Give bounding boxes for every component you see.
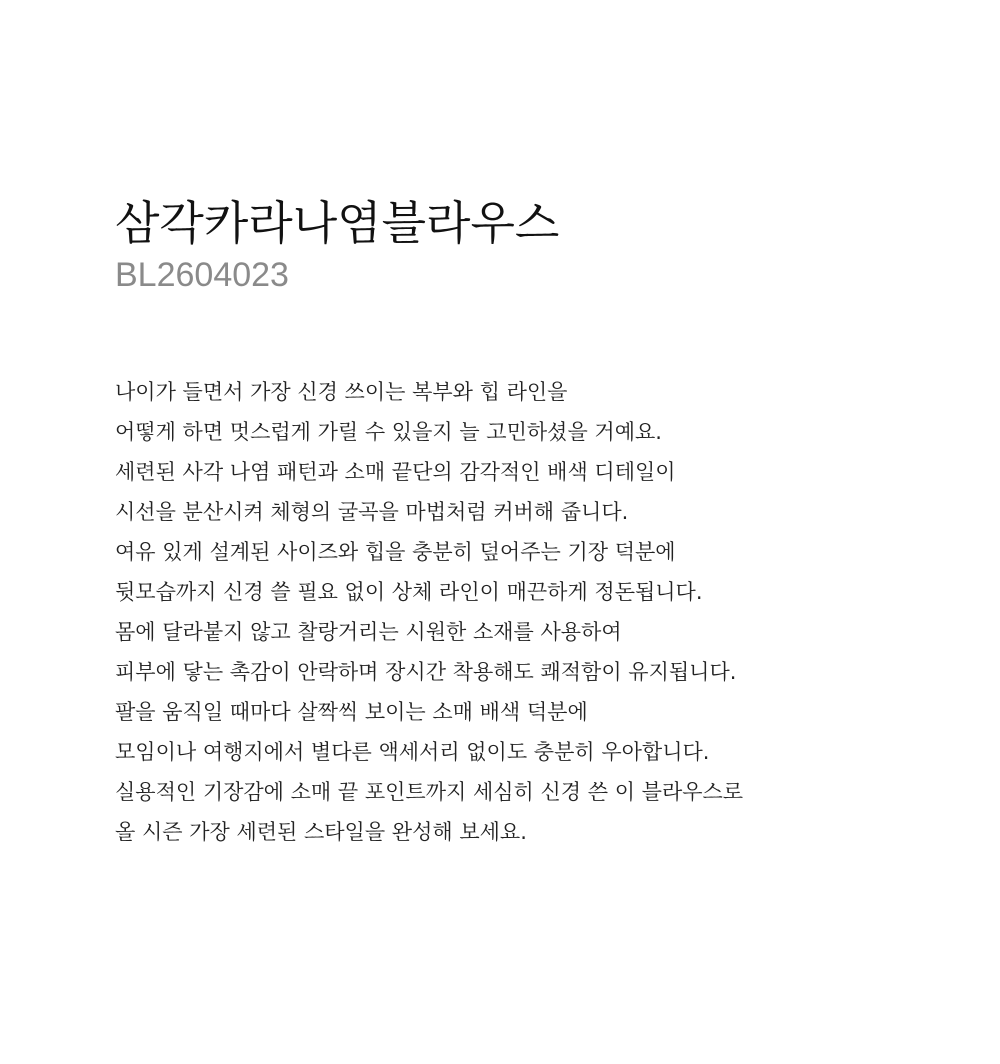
description-line: 올 시즌 가장 세련된 스타일을 완성해 보세요.	[115, 820, 527, 844]
description-line: 실용적인 기장감에 소매 끝 포인트까지 세심히 신경 쓴 이 블라우스로	[115, 780, 744, 804]
product-header	[115, 192, 559, 298]
product-description	[115, 372, 985, 852]
description-line: 몸에 달라붙지 않고 찰랑거리는 시원한 소재를 사용하여	[115, 620, 622, 644]
description-line: 여유 있게 설계된 사이즈와 힙을 충분히 덮어주는 기장 덕분에	[115, 540, 676, 564]
product-code: BL2604023	[115, 256, 289, 294]
description-line: 나이가 들면서 가장 신경 쓰이는 복부와 힙 라인을	[115, 380, 568, 404]
description-line: 피부에 닿는 촉감이 안락하며 장시간 착용해도 쾌적함이 유지됩니다.	[115, 660, 737, 684]
description-line: 세련된 사각 나염 패턴과 소매 끝단의 감각적인 배색 디테일이	[115, 460, 676, 484]
product-name: 삼각카라나염블라우스	[115, 196, 560, 250]
description-line: 뒷모습까지 신경 쓸 필요 없이 상체 라인이 매끈하게 정돈됩니다.	[115, 580, 703, 604]
description-line: 시선을 분산시켜 체형의 굴곡을 마법처럼 커버해 줍니다.	[115, 500, 629, 524]
description-line: 모임이나 여행지에서 별다른 액세서리 없이도 충분히 우아합니다.	[115, 740, 710, 764]
description-line: 어떻게 하면 멋스럽게 가릴 수 있을지 늘 고민하셨을 거예요.	[115, 420, 662, 444]
description-line: 팔을 움직일 때마다 살짝씩 보이는 소매 배색 덕분에	[115, 700, 588, 724]
